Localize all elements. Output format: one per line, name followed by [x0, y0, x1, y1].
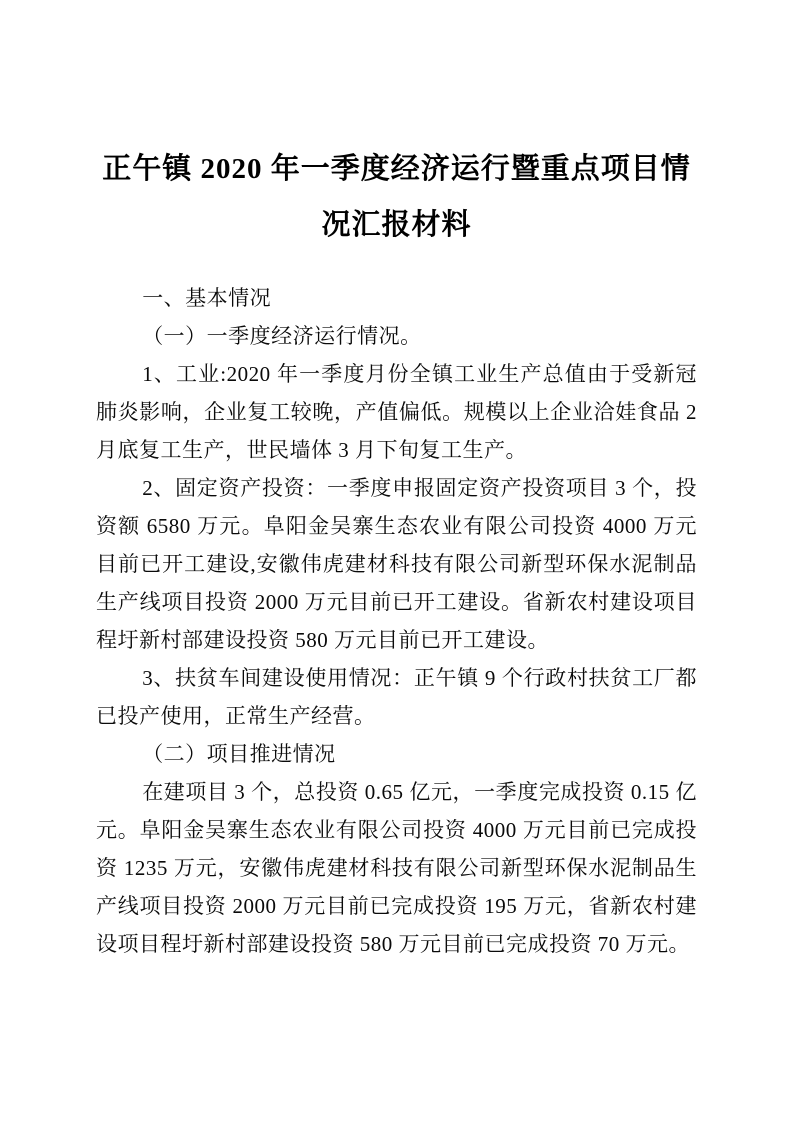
paragraph-section-heading: 一、基本情况 — [142, 286, 272, 310]
paragraph-sub-heading: （二）项目推进情况 — [142, 742, 336, 766]
document-title: 正午镇 2020 年一季度经济运行暨重点项目情况汇报材料 — [102, 153, 691, 241]
paragraph-body: 2、固定资产投资：一季度申报固定资产投资项目 3 个，投资额 6580 万元。阜阳金吴寨生态农业有限公司投资 4000 万元目前已开工建设,安徽伟虎建材科技有限公司新型环保水泥制品生产线项目投资 2000 万元目前已开工建设。省新农村建设项目程圩新村部建设投资 580 万元目前已开工建设。 — [96, 476, 697, 652]
paragraph-sub-heading: （一）一季度经济运行情况。 — [142, 324, 422, 348]
paragraph-body: 1、工业:2020 年一季度月份全镇工业生产总值由于受新冠肺炎影响，企业复工较晚，产值偏低。规模以上企业洽娃食品 2 月底复工生产，世民墙体 3 月下旬复工生产。 — [96, 362, 697, 462]
document-body — [96, 279, 697, 963]
paragraph-body: 3、扶贫车间建设使用情况：正午镇 9 个行政村扶贫工厂都已投产使用，正常生产经营。 — [96, 666, 697, 728]
paragraph-body: 在建项目 3 个，总投资 0.65 亿元，一季度完成投资 0.15 亿元。阜阳金吴寨生态农业有限公司投资 4000 万元目前已完成投资 1235 万元，安徽伟虎建材科技有限公司新型环保水泥制品生产线项目投资 2000 万元目前已完成投资 195 万元，省新农村建设项目程圩新村部建设投资 580 万元目前已完成投资 70 万元。 — [96, 780, 697, 956]
